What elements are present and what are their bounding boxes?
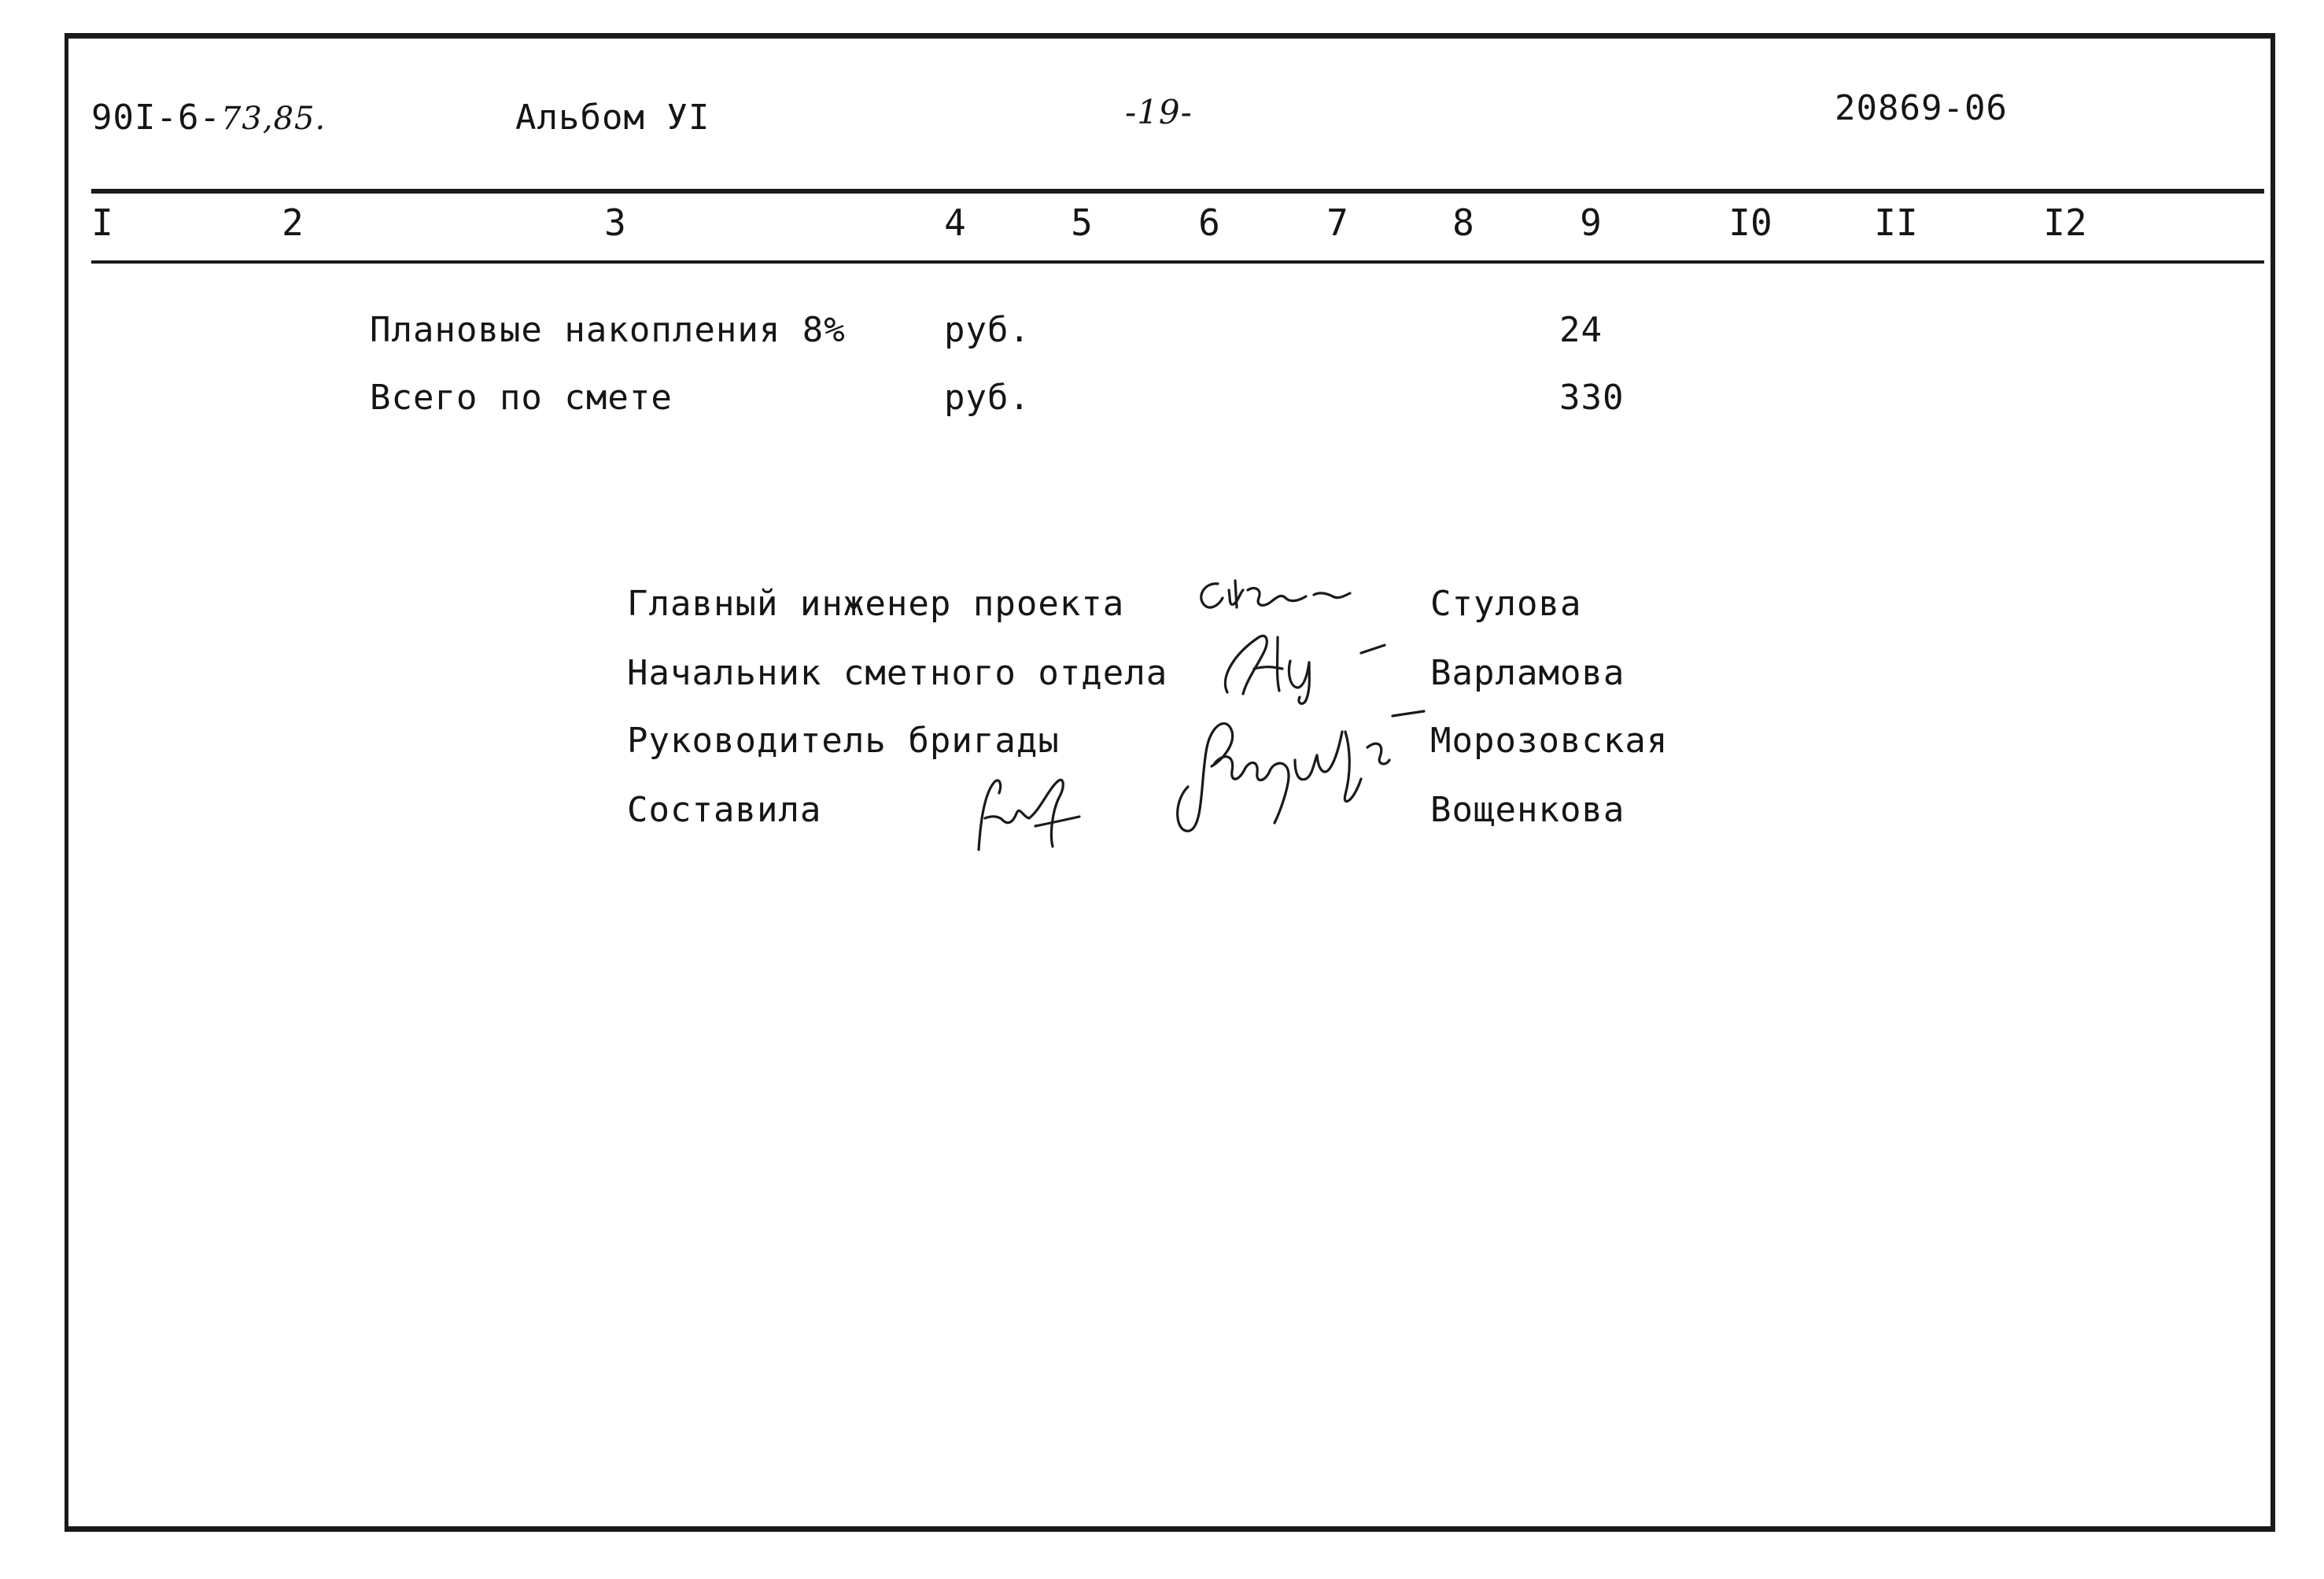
album-label: Альбом УІ [515,98,710,138]
row-name: Всего по смете [370,378,673,418]
row-unit: руб. [944,378,1031,418]
column-number: I2 [2043,201,2087,244]
handwritten-signature-compiler [968,771,1094,858]
column-number: 5 [1071,201,1093,244]
doc-code [91,98,326,138]
column-number: II [1874,201,1918,244]
column-number: 2 [282,201,304,244]
row-value: 24 [1559,310,1603,350]
header-top-rule [91,189,2264,194]
row-unit: руб. [944,310,1031,350]
doc-number: 20869-06 [1835,88,2008,128]
signature-name: Варламова [1430,653,1625,693]
row-value: 330 [1559,378,1625,418]
handwritten-signature-team-lead [1156,684,1440,842]
signature-name: Стулова [1430,584,1582,624]
column-number: 7 [1326,201,1348,244]
column-number: 4 [944,201,966,244]
column-number: 9 [1580,201,1602,244]
doc-code-prefix: 90I-6- [91,98,221,138]
column-number: I0 [1728,201,1773,244]
column-number: 8 [1452,201,1474,244]
signature-name: Вощенкова [1430,790,1625,830]
signature-name: Морозовская [1430,721,1669,761]
signature-role: Начальник сметного отдела [627,653,1168,693]
handwritten-signature-chief-engineer [1188,566,1361,622]
signature-role: Составила [627,790,822,830]
header-bottom-rule [91,260,2264,264]
signature-role: Главный инженер проекта [627,584,1125,624]
column-number: I [91,201,113,244]
column-number: 6 [1198,201,1220,244]
page-number: -19- [1125,93,1193,131]
signature-role: Руководитель бригады [627,721,1060,761]
doc-code-handwritten: 73,85. [220,101,326,137]
row-name: Плановые накопления 8% [370,310,846,350]
column-number: 3 [604,201,626,244]
